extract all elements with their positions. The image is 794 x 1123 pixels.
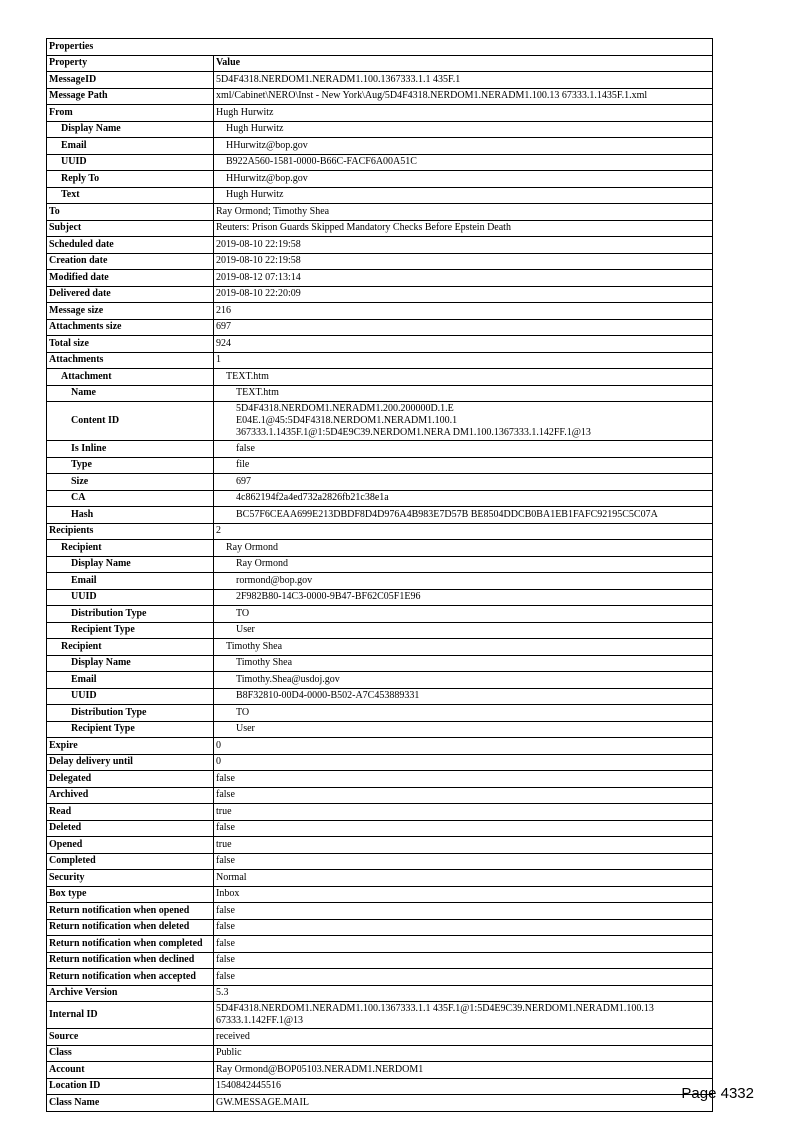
table-row	[47, 787, 713, 804]
table-title: Properties	[47, 39, 713, 56]
property-name: Delivered date	[47, 286, 214, 303]
property-name: Class	[47, 1045, 214, 1062]
property-value: 4c862194f2a4ed732a2826fb21c38e1a	[214, 490, 713, 507]
property-value: false	[214, 853, 713, 870]
property-value: Inbox	[214, 886, 713, 903]
table-row	[47, 474, 713, 491]
column-header-value: Value	[214, 55, 713, 72]
property-name: Distribution Type	[47, 705, 214, 722]
property-value: received	[214, 1029, 713, 1046]
property-name: Security	[47, 870, 214, 887]
table-row	[47, 385, 713, 402]
table-row	[47, 655, 713, 672]
table-row	[47, 507, 713, 524]
table-row	[47, 369, 713, 386]
property-value: Ray Ormond; Timothy Shea	[214, 204, 713, 221]
table-row	[47, 1062, 713, 1079]
property-value: 216	[214, 303, 713, 320]
property-name: Email	[47, 138, 214, 155]
table-row	[47, 936, 713, 953]
property-name: UUID	[47, 154, 214, 171]
table-row	[47, 573, 713, 590]
property-name: Read	[47, 804, 214, 821]
property-name: Display Name	[47, 121, 214, 138]
table-row	[47, 286, 713, 303]
table-row	[47, 138, 713, 155]
property-value: 2019-08-10 22:19:58	[214, 253, 713, 270]
property-value: TO	[214, 606, 713, 623]
property-name: Recipients	[47, 523, 214, 540]
property-name: Reply To	[47, 171, 214, 188]
property-value: 1540842445516	[214, 1078, 713, 1095]
property-name: To	[47, 204, 214, 221]
property-value: false	[214, 820, 713, 837]
property-name: Subject	[47, 220, 214, 237]
property-value: 5D4F4318.NERDOM1.NERADM1.100.1367333.1.1 435F.1@1:5D4E9C39.NERDOM1.NERADM1.100.13 67333.1.142FF.1@13	[214, 1002, 713, 1029]
property-value: Public	[214, 1045, 713, 1062]
table-row	[47, 903, 713, 920]
property-value: 2019-08-12 07:13:14	[214, 270, 713, 287]
table-row	[47, 919, 713, 936]
property-name: Text	[47, 187, 214, 204]
table-row	[47, 1002, 713, 1029]
property-name: Email	[47, 573, 214, 590]
property-name: Recipient	[47, 639, 214, 656]
property-value: 5D4F4318.NERDOM1.NERADM1.200.200000D.1.E E04E.1@45:5D4F4318.NERDOM1.NERADM1.100.1 367333.1.1435F.1@1:5D4E9C39.NERDOM1.NERA DM1.100.1367333.1.142FF.1@13	[214, 402, 713, 441]
table-row	[47, 237, 713, 254]
property-name: MessageID	[47, 72, 214, 89]
property-value: User	[214, 721, 713, 738]
table-row	[47, 754, 713, 771]
table-row	[47, 672, 713, 689]
property-value: Timothy.Shea@usdoj.gov	[214, 672, 713, 689]
property-value: 0	[214, 738, 713, 755]
property-value: User	[214, 622, 713, 639]
property-value: true	[214, 837, 713, 854]
property-name: Size	[47, 474, 214, 491]
property-value: false	[214, 936, 713, 953]
property-name: Class Name	[47, 1095, 214, 1112]
property-name: Account	[47, 1062, 214, 1079]
property-value: xml/Cabinet\NERO\Inst - New York\Aug/5D4F4318.NERDOM1.NERADM1.100.13 67333.1.1435F.1.xml	[214, 88, 713, 105]
property-name: Recipient	[47, 540, 214, 557]
table-row	[47, 154, 713, 171]
property-name: Attachments	[47, 352, 214, 369]
property-value: TO	[214, 705, 713, 722]
table-row	[47, 870, 713, 887]
property-value: true	[214, 804, 713, 821]
property-value: 2F982B80-14C3-0000-9B47-BF62C05F1E96	[214, 589, 713, 606]
table-row	[47, 220, 713, 237]
table-row	[47, 336, 713, 353]
property-value: Hugh Hurwitz	[214, 187, 713, 204]
property-name: Message size	[47, 303, 214, 320]
property-value: Ray Ormond	[214, 556, 713, 573]
table-row	[47, 688, 713, 705]
property-value: Timothy Shea	[214, 639, 713, 656]
property-value: false	[214, 969, 713, 986]
table-row	[47, 1045, 713, 1062]
table-row	[47, 1029, 713, 1046]
table-row	[47, 490, 713, 507]
property-name: Hash	[47, 507, 214, 524]
property-name: Name	[47, 385, 214, 402]
property-name: Location ID	[47, 1078, 214, 1095]
property-value: false	[214, 952, 713, 969]
property-name: Return notification when completed	[47, 936, 214, 953]
table-row	[47, 105, 713, 122]
property-name: Content ID	[47, 402, 214, 441]
table-row	[47, 1095, 713, 1112]
property-name: Archived	[47, 787, 214, 804]
table-row	[47, 771, 713, 788]
property-name: Email	[47, 672, 214, 689]
property-name: Deleted	[47, 820, 214, 837]
property-name: Display Name	[47, 556, 214, 573]
property-value: 697	[214, 474, 713, 491]
property-name: Attachment	[47, 369, 214, 386]
table-row	[47, 441, 713, 458]
table-row	[47, 886, 713, 903]
table-row	[47, 270, 713, 287]
property-name: Delay delivery until	[47, 754, 214, 771]
property-name: Archive Version	[47, 985, 214, 1002]
table-row	[47, 606, 713, 623]
table-row	[47, 352, 713, 369]
property-value: 5.3	[214, 985, 713, 1002]
property-value: 0	[214, 754, 713, 771]
property-value: 2019-08-10 22:20:09	[214, 286, 713, 303]
table-row	[47, 556, 713, 573]
table-row	[47, 837, 713, 854]
page-number: Page 4332	[681, 1085, 754, 1102]
property-value: false	[214, 787, 713, 804]
property-value: 1	[214, 352, 713, 369]
table-row	[47, 319, 713, 336]
property-name: Display Name	[47, 655, 214, 672]
table-row	[47, 187, 713, 204]
property-name: Expire	[47, 738, 214, 755]
property-name: Source	[47, 1029, 214, 1046]
property-value: 5D4F4318.NERDOM1.NERADM1.100.1367333.1.1 435F.1	[214, 72, 713, 89]
table-title-row	[47, 39, 713, 56]
table-row	[47, 1078, 713, 1095]
table-header-row	[47, 55, 713, 72]
property-name: Recipient Type	[47, 622, 214, 639]
property-value: Hugh Hurwitz	[214, 105, 713, 122]
property-value: Normal	[214, 870, 713, 887]
property-value: HHurwitz@bop.gov	[214, 138, 713, 155]
table-row	[47, 639, 713, 656]
table-row	[47, 72, 713, 89]
property-name: Completed	[47, 853, 214, 870]
column-header-property: Property	[47, 55, 214, 72]
property-name: Delegated	[47, 771, 214, 788]
property-name: Creation date	[47, 253, 214, 270]
property-value: rormond@bop.gov	[214, 573, 713, 590]
property-value: Timothy Shea	[214, 655, 713, 672]
property-value: false	[214, 441, 713, 458]
property-value: file	[214, 457, 713, 474]
property-value: B922A560-1581-0000-B66C-FACF6A00A51C	[214, 154, 713, 171]
property-name: From	[47, 105, 214, 122]
property-value: false	[214, 903, 713, 920]
property-value: false	[214, 919, 713, 936]
property-value: Hugh Hurwitz	[214, 121, 713, 138]
property-name: Opened	[47, 837, 214, 854]
property-name: Type	[47, 457, 214, 474]
property-value: HHurwitz@bop.gov	[214, 171, 713, 188]
property-name: UUID	[47, 589, 214, 606]
table-row	[47, 969, 713, 986]
table-row	[47, 804, 713, 821]
property-value: false	[214, 771, 713, 788]
property-name: UUID	[47, 688, 214, 705]
property-value: TEXT.htm	[214, 385, 713, 402]
table-row	[47, 457, 713, 474]
table-row	[47, 171, 713, 188]
table-row	[47, 402, 713, 441]
property-name: Return notification when accepted	[47, 969, 214, 986]
property-value: 2	[214, 523, 713, 540]
property-name: Recipient Type	[47, 721, 214, 738]
property-name: Modified date	[47, 270, 214, 287]
property-name: Box type	[47, 886, 214, 903]
property-value: Ray Ormond@BOP05103.NERADM1.NERDOM1	[214, 1062, 713, 1079]
property-value: BC57F6CEAA699E213DBDF8D4D976A4B983E7D57B BE8504DDCB0BA1EB1FAFC92195C5C07A	[214, 507, 713, 524]
property-name: Return notification when declined	[47, 952, 214, 969]
property-value: 2019-08-10 22:19:58	[214, 237, 713, 254]
property-value: 697	[214, 319, 713, 336]
table-row	[47, 540, 713, 557]
table-row	[47, 820, 713, 837]
property-name: CA	[47, 490, 214, 507]
property-value: B8F32810-00D4-0000-B502-A7C453889331	[214, 688, 713, 705]
property-value: GW.MESSAGE.MAIL	[214, 1095, 713, 1112]
property-name: Is Inline	[47, 441, 214, 458]
table-row	[47, 985, 713, 1002]
table-row	[47, 523, 713, 540]
property-name: Return notification when deleted	[47, 919, 214, 936]
property-name: Total size	[47, 336, 214, 353]
table-row	[47, 721, 713, 738]
table-row	[47, 253, 713, 270]
table-row	[47, 303, 713, 320]
table-row	[47, 622, 713, 639]
table-row	[47, 705, 713, 722]
table-row	[47, 204, 713, 221]
property-value: 924	[214, 336, 713, 353]
property-name: Internal ID	[47, 1002, 214, 1029]
property-value: Ray Ormond	[214, 540, 713, 557]
property-value: TEXT.htm	[214, 369, 713, 386]
property-value: Reuters: Prison Guards Skipped Mandatory Checks Before Epstein Death	[214, 220, 713, 237]
table-row	[47, 952, 713, 969]
property-name: Scheduled date	[47, 237, 214, 254]
property-name: Attachments size	[47, 319, 214, 336]
property-name: Message Path	[47, 88, 214, 105]
table-row	[47, 589, 713, 606]
properties-table	[46, 38, 713, 1112]
property-name: Return notification when opened	[47, 903, 214, 920]
table-row	[47, 121, 713, 138]
table-row	[47, 88, 713, 105]
table-row	[47, 738, 713, 755]
property-name: Distribution Type	[47, 606, 214, 623]
table-row	[47, 853, 713, 870]
